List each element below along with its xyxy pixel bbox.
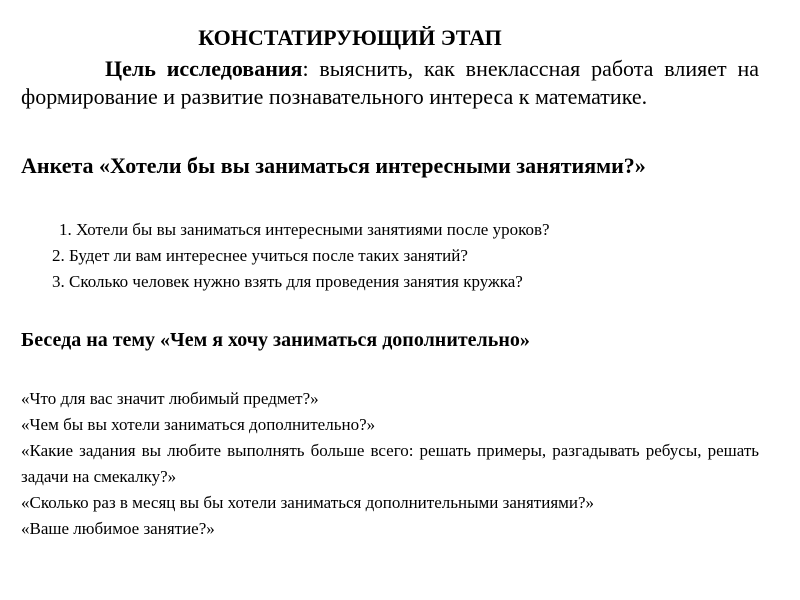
research-goal-text: : выяснить, как внеклассная работа влияет на формирование и развитие познавательного интереса к математике. xyxy=(21,56,759,109)
survey-title: Анкета «Хотели бы вы заниматься интересными занятиями?» xyxy=(21,153,646,178)
slide-title: КОНСТАТИРУЮЩИЙ ЭТАП xyxy=(198,25,502,50)
conversation-question: «Какие задания вы любите выполнять больше всего: решать примеры, разгадывать ребусы, решать задачи на смекалку?» xyxy=(21,441,759,486)
survey-question: 1. Хотели бы вы заниматься интересными занятиями после уроков? xyxy=(59,220,550,239)
survey-question: 3. Сколько человек нужно взять для проведения занятия кружка? xyxy=(52,272,523,291)
survey-question: 2. Будет ли вам интереснее учиться после таких занятий? xyxy=(52,246,468,265)
conversation-question: «Что для вас значит любимый предмет?» xyxy=(21,389,319,408)
research-goal-label: Цель исследования xyxy=(105,56,303,81)
conversation-question: «Чем бы вы хотели заниматься дополнительно?» xyxy=(21,415,376,434)
conversation-question: «Ваше любимое занятие?» xyxy=(21,519,215,538)
conversation-question-list xyxy=(21,386,759,542)
research-goal xyxy=(21,55,759,111)
survey-question-list xyxy=(52,217,772,295)
conversation-question: «Сколько раз в месяц вы бы хотели заниматься дополнительными занятиями?» xyxy=(21,493,595,512)
conversation-title: Беседа на тему «Чем я хочу заниматься дополнительно» xyxy=(21,329,530,351)
